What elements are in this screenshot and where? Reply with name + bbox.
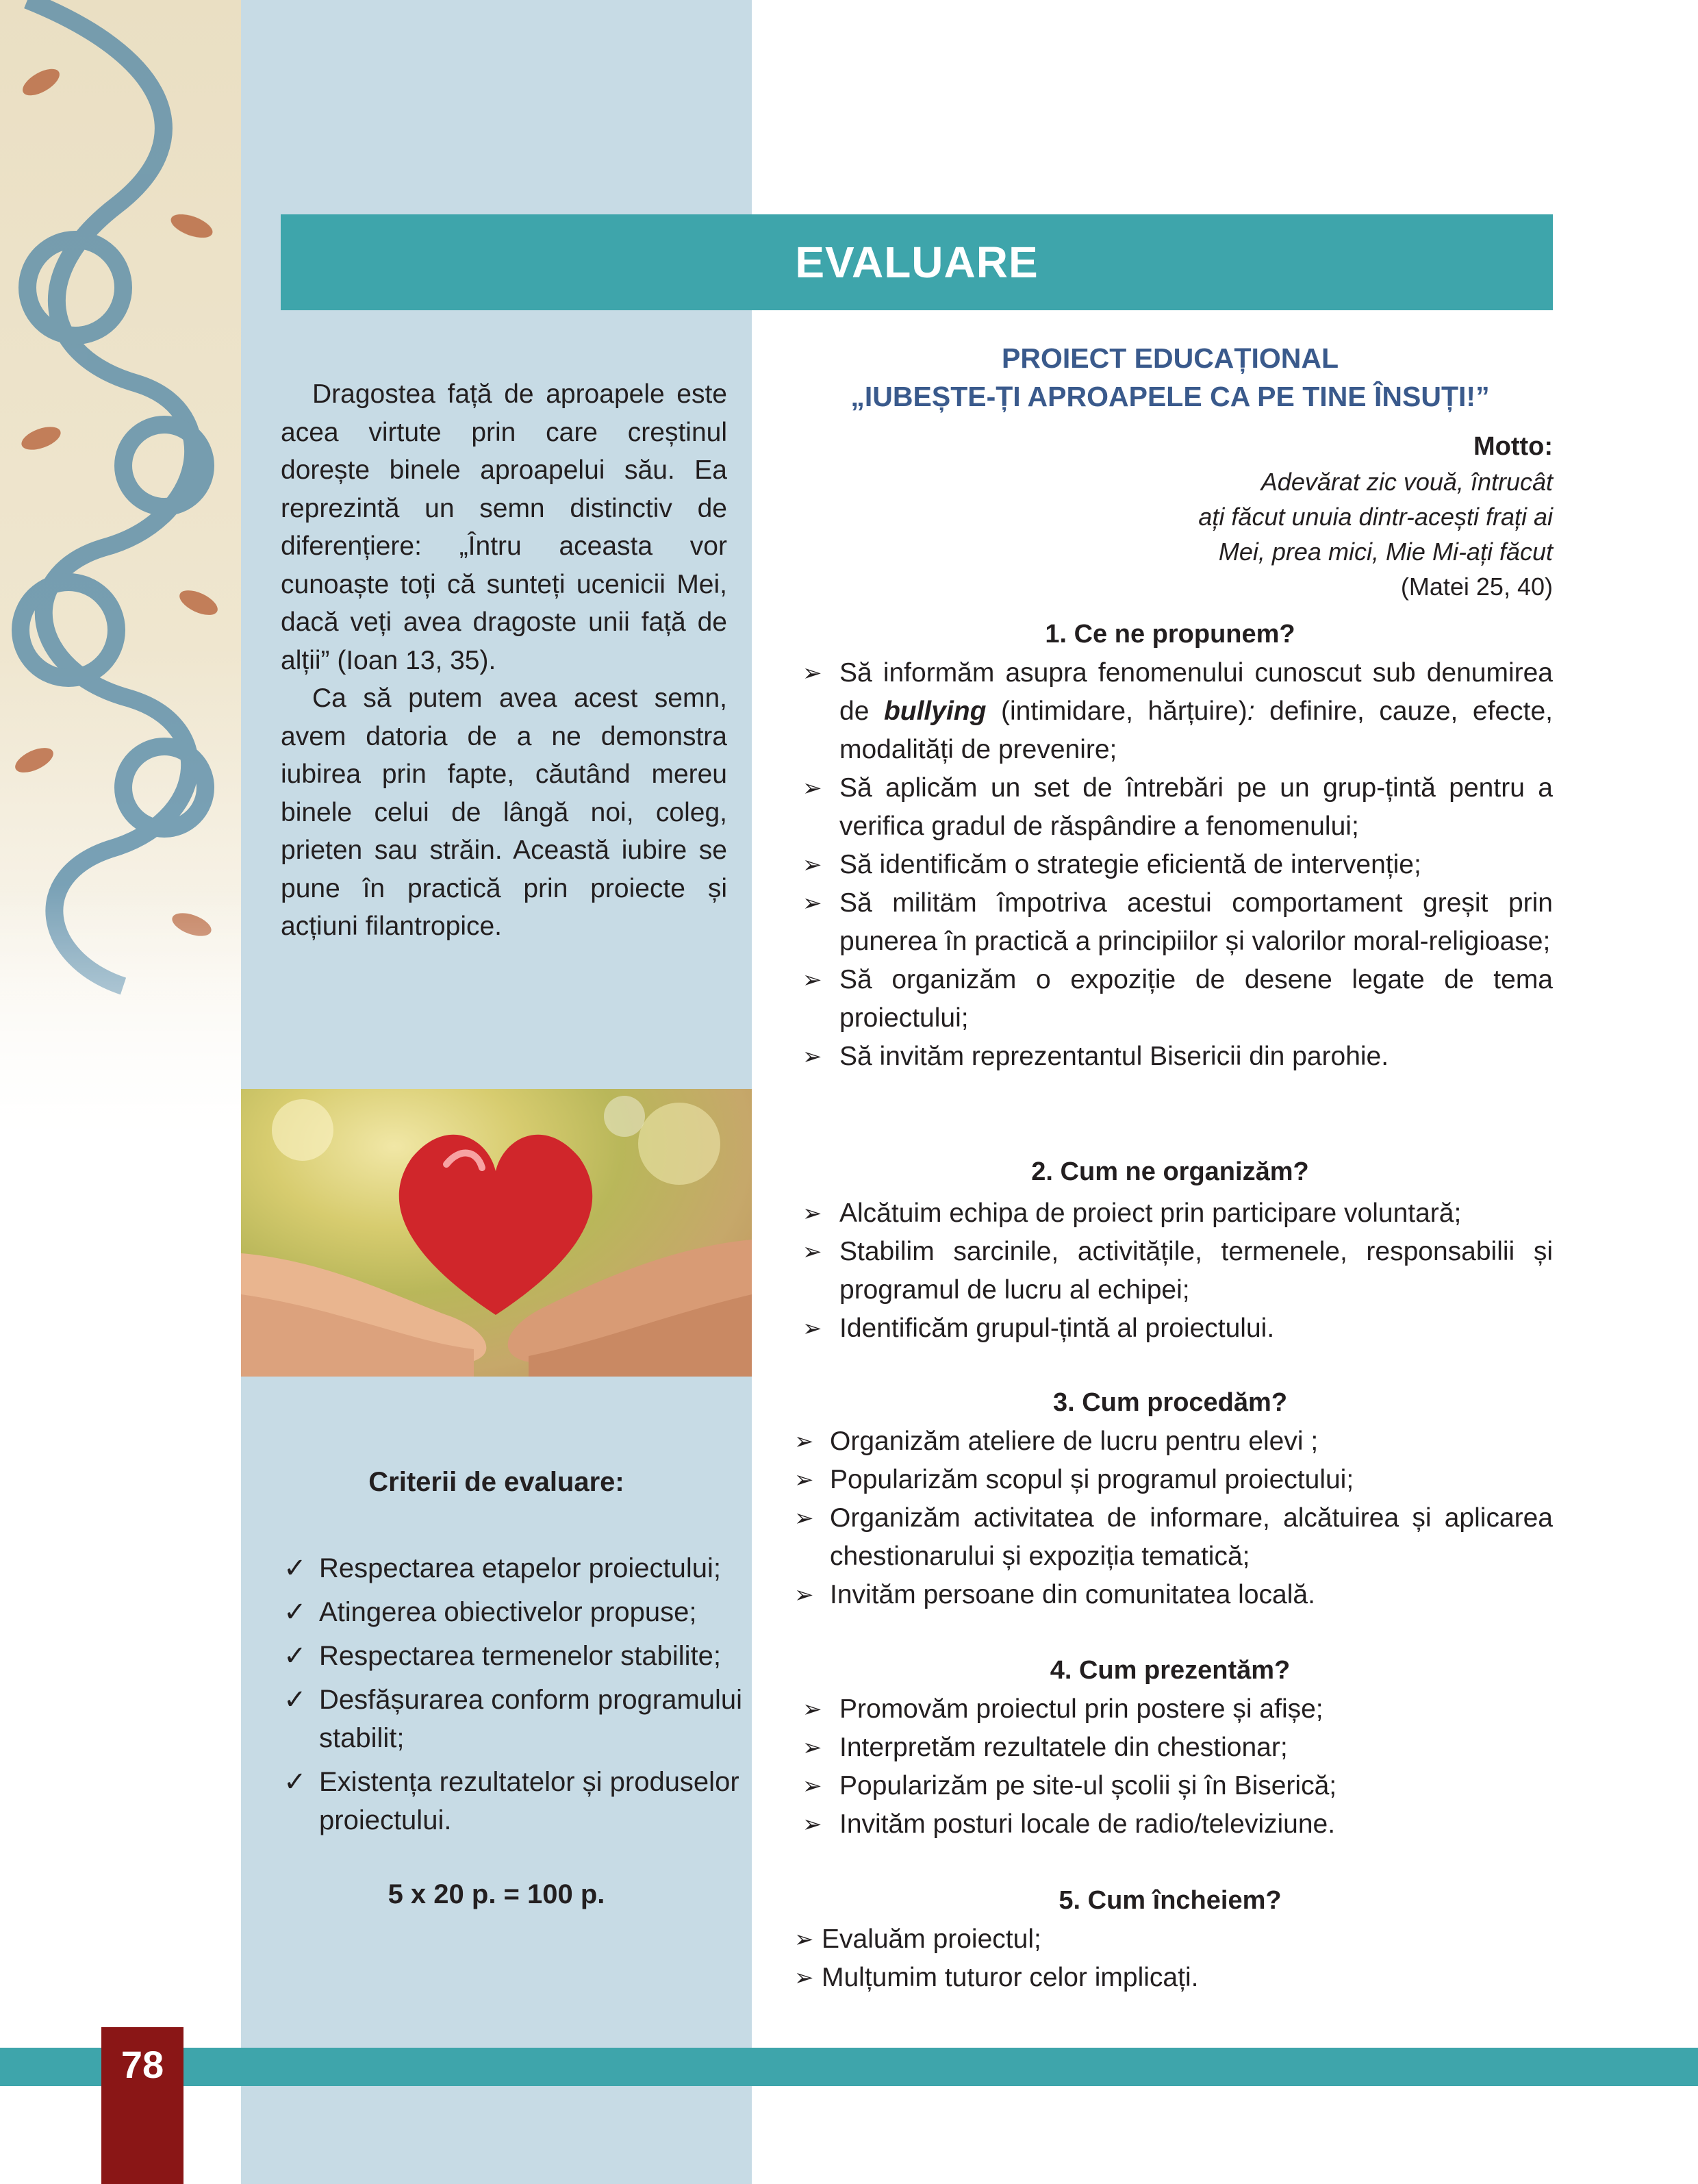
section-list — [787, 1194, 1553, 1348]
list-item: ➢ Evaluăm proiectul; — [787, 1920, 1553, 1959]
section-heading: 3. Cum procedăm? — [1052, 1388, 1288, 1417]
page-number: 78 — [121, 2043, 164, 2086]
project-title-line: „IUBEȘTE-ȚI APROAPELE CA PE TINE ÎNSUȚI!” — [850, 381, 1490, 412]
arrow-bullet-icon: ➢ — [794, 1582, 814, 1608]
arrow-bullet-icon: ➢ — [802, 967, 822, 993]
arrow-bullet-icon: ➢ — [794, 1965, 814, 1991]
heart-in-hands-icon — [241, 1089, 752, 1377]
motto-line: ați făcut unuia dintr-acești frați ai — [1198, 503, 1553, 531]
check-icon: ✓ — [283, 1685, 307, 1715]
criteria-list — [281, 1549, 746, 1845]
check-icon: ✓ — [283, 1553, 307, 1583]
arrow-bullet-icon: ➢ — [802, 1316, 822, 1342]
section-list — [787, 654, 1553, 1076]
criteria-item: ✓ Respectarea termenelor stabilite; — [281, 1637, 746, 1675]
check-icon: ✓ — [283, 1767, 307, 1797]
list-item: ➢ Să organizăm o expoziție de desene legate de tema proiectului; — [787, 961, 1553, 1038]
page-title: EVALUARE — [795, 238, 1039, 287]
section-heading: 1. Ce ne propunem? — [1045, 620, 1295, 649]
list-item: ➢ Să aplicăm un set de întrebări pe un grup-țintă pentru a verifica gradul de răspândire a fenomenului; — [787, 769, 1553, 846]
section-heading: 5. Cum încheiem? — [1059, 1886, 1282, 1915]
arrow-bullet-icon: ➢ — [802, 1044, 822, 1070]
list-item: ➢ Identificăm grupul-țintă al proiectului. — [787, 1309, 1553, 1348]
ornament-pattern-icon — [0, 0, 241, 1178]
motto-reference: (Matei 25, 40) — [1400, 573, 1553, 601]
intro-paragraph: Ca să putem avea acest semn, avem datoria de a ne demonstra iubirea prin fapte, căutând mereu binele celui de lângă noi, coleg, prieten sau străin. Această iubire se pune în practică prin proiecte și acțiuni filantropice. — [281, 683, 727, 941]
arrow-bullet-icon: ➢ — [802, 775, 822, 801]
list-item: ➢ Să identificăm o strategie eficientă de intervenție; — [787, 846, 1553, 884]
list-item: ➢ Stabilim sarcinile, activitățile, termenele, responsabilii și programul de lucru al echipei; — [787, 1233, 1553, 1309]
arrow-bullet-icon: ➢ — [802, 1201, 822, 1227]
arrow-bullet-icon: ➢ — [794, 1926, 814, 1953]
section-title-bar — [281, 214, 1553, 310]
project-title — [787, 339, 1553, 416]
section-list — [787, 1920, 1553, 1997]
section-list — [787, 1422, 1553, 1614]
project-title-line: PROIECT EDUCAȚIONAL — [1002, 342, 1339, 374]
list-item: ➢ Popularizăm scopul și programul proiectului; — [787, 1461, 1553, 1499]
score-total: 5 x 20 p. = 100 p. — [388, 1879, 605, 1909]
intro-paragraph: Dragostea față de aproapele este acea virtute prin care creștinul dorește binele aproapelui său. Ea reprezintă un semn distinctiv de diferențiere: „Întru aceasta vor cunoaște toți că sunteți ucenicii Mei, dacă veți avea dragoste unii față de alții” (Ioan 13, 35). — [281, 379, 727, 675]
check-icon: ✓ — [283, 1597, 307, 1627]
list-item — [787, 654, 1553, 769]
arrow-bullet-icon: ➢ — [794, 1429, 814, 1455]
page-number-tab — [101, 2027, 183, 2184]
bullying-item-text: Să informăm asupra fenomenului cunoscut sub denumirea de bullying (intimidare, hărțuire): definire, cauze, efecte, modalități de prevenire; — [839, 658, 1553, 764]
criteria-item: ✓ Desfășurarea conform programului stabilit; — [281, 1681, 746, 1757]
list-item: ➢ Invităm posturi locale de radio/televiziune. — [787, 1805, 1553, 1844]
arrow-bullet-icon: ➢ — [802, 852, 822, 878]
list-item: ➢ Invităm persoane din comunitatea locală. — [787, 1576, 1553, 1614]
section-heading: 2. Cum ne organizăm? — [1031, 1157, 1309, 1186]
section-heading: 4. Cum prezentăm? — [1050, 1656, 1291, 1685]
ornament-border — [0, 0, 241, 1178]
arrow-bullet-icon: ➢ — [802, 1735, 822, 1761]
criteria-item: ✓ Atingerea obiectivelor propuse; — [281, 1593, 746, 1631]
arrow-bullet-icon: ➢ — [802, 660, 822, 686]
list-item: ➢ Organizăm ateliere de lucru pentru elevi ; — [787, 1422, 1553, 1461]
arrow-bullet-icon: ➢ — [802, 1773, 822, 1799]
list-item: ➢ Mulțumim tuturor celor implicați. — [787, 1959, 1553, 1997]
criteria-title: Criterii de evaluare: — [368, 1467, 624, 1497]
criteria-item: ✓ Existența rezultatelor și produselor proiectului. — [281, 1763, 746, 1840]
check-icon: ✓ — [283, 1641, 307, 1671]
list-item: ➢ Organizăm activitatea de informare, alcătuirea și aplicarea chestionarului și expoziția tematică; — [787, 1499, 1553, 1576]
motto-line: Mei, prea mici, Mie Mi-ați făcut — [1218, 538, 1553, 566]
motto-block — [787, 429, 1553, 604]
intro-text — [281, 375, 727, 946]
list-item: ➢ Interpretăm rezultatele din chestionar; — [787, 1729, 1553, 1767]
arrow-bullet-icon: ➢ — [802, 890, 822, 916]
arrow-bullet-icon: ➢ — [794, 1467, 814, 1493]
arrow-bullet-icon: ➢ — [802, 1811, 822, 1837]
arrow-bullet-icon: ➢ — [794, 1505, 814, 1531]
footer-bar — [0, 2048, 1698, 2086]
section-list — [787, 1690, 1553, 1844]
list-item: ➢ Să invităm reprezentantul Bisericii din parohie. — [787, 1038, 1553, 1076]
motto-line: Adevărat zic vouă, întrucât — [1260, 468, 1553, 496]
list-item: ➢ Să militäm împotriva acestui comportament greșit prin punerea în practică a principiilor și valorilor moral-religioase; — [787, 884, 1553, 961]
hands-heart-photo — [241, 1089, 752, 1377]
list-item: ➢ Popularizăm pe site-ul școlii și în Biserică; — [787, 1767, 1553, 1805]
list-item: ➢ Promovăm proiectul prin postere și afișe; — [787, 1690, 1553, 1729]
arrow-bullet-icon: ➢ — [802, 1696, 822, 1722]
list-item: ➢ Alcătuim echipa de proiect prin participare voluntară; — [787, 1194, 1553, 1233]
motto-label: Motto: — [1473, 432, 1553, 461]
criteria-item: ✓ Respectarea etapelor proiectului; — [281, 1549, 746, 1587]
arrow-bullet-icon: ➢ — [802, 1239, 822, 1265]
